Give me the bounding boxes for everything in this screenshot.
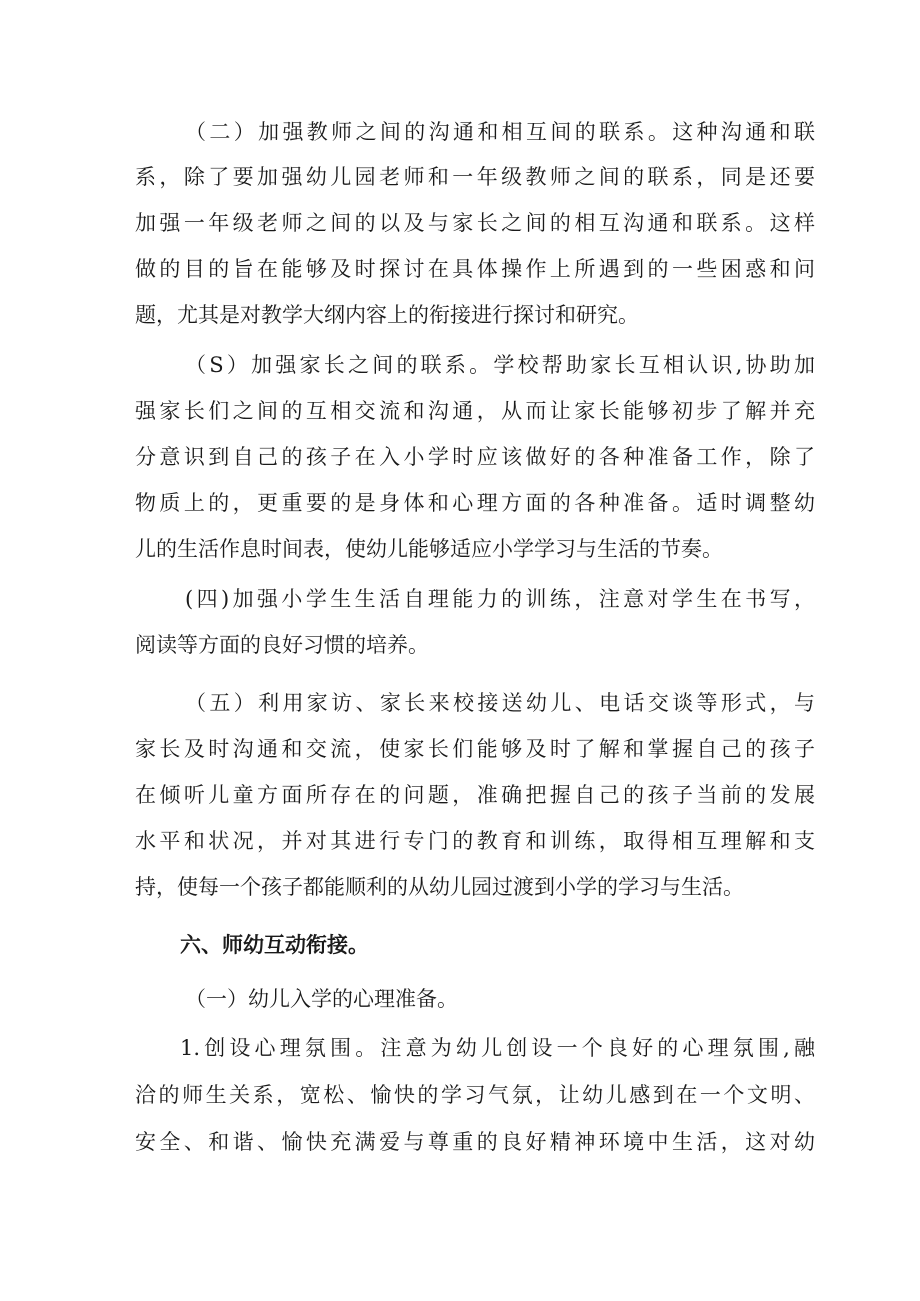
paragraph-3-line-1: （S）加强家长之间的联系。学校帮助家长互相认识,协助加 [185,353,815,377]
paragraph-6-line-3: 安全、和谐、愉快充满爱与尊重的良好精神环境中生活，这对幼 [135,1130,815,1154]
paragraph-4-line-2: 阅读等方面的良好习惯的培养。 [135,633,429,657]
paragraph-2-line-4: 做的目的旨在能够及时探讨在具体操作上所遇到的一些困惑和问 [135,257,815,281]
paragraph-2-line-3: 加强一年级老师之间的以及与家长之间的相互沟通和联系。这样 [135,211,815,235]
paragraph-5-line-1: （五）利用家访、家长来校接送幼儿、电话交谈等形式，与 [185,691,815,715]
paragraph-5-line-2: 家长及时沟通和交流，使家长们能够及时了解和掌握自己的孩子 [135,737,815,761]
subheading: （一）幼儿入学的心理准备。 [185,987,458,1011]
paragraph-5-line-4: 水平和状况，并对其进行专门的教育和训练，取得相互理解和支 [135,829,815,853]
paragraph-4-line-1: (四)加强小学生生活自理能力的训练，注意对学生在书写， [185,587,815,611]
section-heading: 六、师幼互动衔接。 [180,933,369,957]
paragraph-3-line-2: 强家长们之间的互相交流和沟通，从而让家长能够初步了解并充 [135,399,815,423]
paragraph-6-line-1: 1.创设心理氛围。注意为幼儿创设一个良好的心理氛围,融 [180,1036,815,1060]
paragraph-2-line-5: 题，尤其是对教学大纲内容上的衔接进行探讨和研究。 [135,303,639,327]
paragraph-2-line-2: 系，除了要加强幼儿园老师和一年级教师之间的联系，同是还要 [135,165,815,189]
paragraph-5-line-5: 持，使每一个孩子都能顺利的从幼儿园过渡到小学的学习与生活。 [135,875,744,899]
paragraph-3-line-5: 儿的生活作息时间表，使幼儿能够适应小学学习与生活的节奏。 [135,537,723,561]
paragraph-3-line-4: 物质上的，更重要的是身体和心理方面的各种准备。适时调整幼 [135,491,815,515]
paragraph-5-line-3: 在倾听儿童方面所存在的问题，准确把握自己的孩子当前的发展 [135,783,815,807]
paragraph-6-line-2: 洽的师生关系，宽松、愉快的学习气氛，让幼儿感到在一个文明、 [135,1083,815,1107]
paragraph-2-line-1: （二）加强教师之间的沟通和相互间的联系。这种沟通和联 [185,120,815,144]
paragraph-3-line-3: 分意识到自己的孩子在入小学时应该做好的各种准备工作，除了 [135,445,815,469]
